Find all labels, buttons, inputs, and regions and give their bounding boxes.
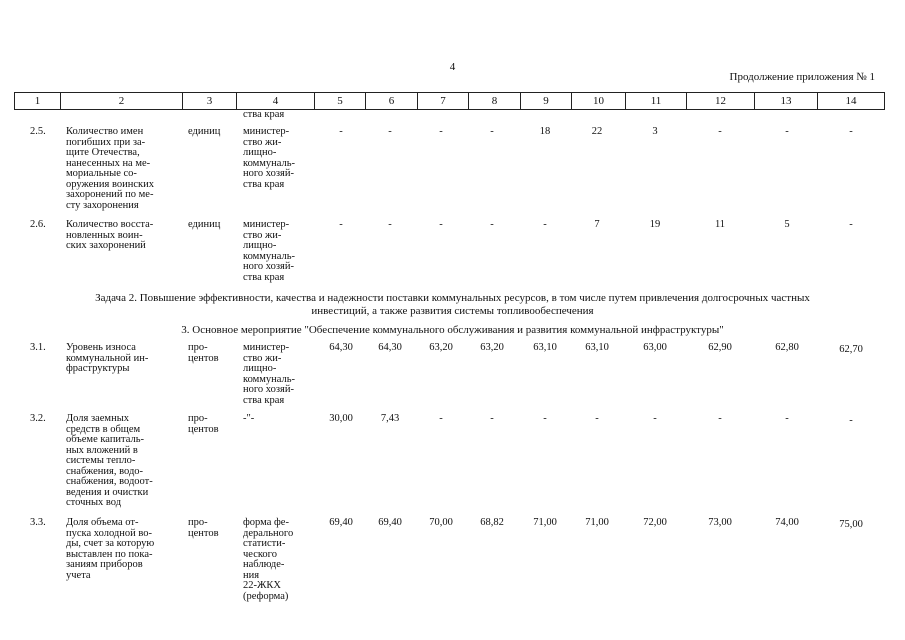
row-3-3-source: форма фе- дерального статисти- ческого наблюде- ния 22-ЖКХ (реформа) xyxy=(243,517,294,602)
row-3-2-value-13: - xyxy=(785,413,789,424)
header-col-11: 11 xyxy=(626,93,687,109)
header-col-12: 12 xyxy=(687,93,755,109)
header-col-3: 3 xyxy=(183,93,237,109)
row-2-5-unit: единиц xyxy=(188,126,221,137)
row-2-5-value-10: 22 xyxy=(591,126,603,137)
row-3-2-source: -"- xyxy=(243,413,255,424)
row-2-6-value-7: - xyxy=(439,219,443,230)
header-col-10: 10 xyxy=(572,93,626,109)
row-3-2-num: 3.2. xyxy=(30,413,46,424)
measure-3-heading: 3. Основное мероприятие "Обеспечение коммунального обслуживания и развития коммунальной инфраструктуры" xyxy=(181,324,724,336)
row-3-1-value-10: 63,10 xyxy=(585,342,609,353)
row-2-5-value-9: 18 xyxy=(539,126,551,137)
row-3-1-value-12: 62,90 xyxy=(708,342,732,353)
row-3-2-value-5: 30,00 xyxy=(329,413,353,424)
row-3-2-unit: про- центов xyxy=(188,413,219,435)
row-2-6-value-12: 11 xyxy=(714,219,726,230)
row-2-5-name: Количество имен погибших при за- щите Отечества, нанесенных на ме- мориальные со- оружения воинских захоронений по ме- сту захоронения xyxy=(66,126,154,211)
row-3-3-value-7: 70,00 xyxy=(429,517,453,528)
row-2-6-value-11: 19 xyxy=(649,219,661,230)
row-3-1-name: Уровень износа коммунальной ин- фраструктуры xyxy=(66,342,149,374)
row-2-6-value-14: - xyxy=(849,219,853,230)
header-col-5: 5 xyxy=(315,93,366,109)
row-3-3-value-9: 71,00 xyxy=(533,517,557,528)
row-2-6-value-5: - xyxy=(339,219,343,230)
page-number: 4 xyxy=(449,61,456,73)
row-3-2-value-10: - xyxy=(595,413,599,424)
row-2-5-value-8: - xyxy=(490,126,494,137)
row-2-5-value-11: 3 xyxy=(652,126,658,137)
row-2-6-value-8: - xyxy=(490,219,494,230)
row-3-1-value-7: 63,20 xyxy=(429,342,453,353)
row-3-1-num: 3.1. xyxy=(30,342,46,353)
row-3-3-value-6: 69,40 xyxy=(378,517,402,528)
task-2-heading-line-1: Задача 2. Повышение эффективности, качества и надежности поставки коммунальных ресурсов, в том числе путем привлечения долгосрочных частных xyxy=(95,292,810,304)
row-2-5-value-7: - xyxy=(439,126,443,137)
row-2-6-value-9: - xyxy=(543,219,547,230)
row-2-5-value-12: - xyxy=(718,126,722,137)
row-2-5-num: 2.5. xyxy=(30,126,46,137)
row-3-1-value-14: 62,70 xyxy=(839,344,863,355)
header-col-13: 13 xyxy=(755,93,818,109)
row-3-2-value-7: - xyxy=(439,413,443,424)
row-2-5-value-14: - xyxy=(849,126,853,137)
row-3-2-value-11: - xyxy=(653,413,657,424)
row-3-3-num: 3.3. xyxy=(30,517,46,528)
header-col-7: 7 xyxy=(418,93,469,109)
row-2-5-value-6: - xyxy=(388,126,392,137)
table-header-row xyxy=(14,92,885,110)
row-3-2-name: Доля заемных средств в общем объеме капиталь- ных вложений в системы тепло- снабжения, водо- снабжения, водоот- ведения и очистки сточных вод xyxy=(66,413,153,508)
header-col-9: 9 xyxy=(521,93,572,109)
row-2-5-value-5: - xyxy=(339,126,343,137)
row-3-1-value-9: 63,10 xyxy=(533,342,557,353)
row-3-1-value-13: 62,80 xyxy=(775,342,799,353)
header-col-1: 1 xyxy=(15,93,61,109)
row-3-1-unit: про- центов xyxy=(188,342,219,364)
row-3-3-value-14: 75,00 xyxy=(839,519,863,530)
row-3-3-value-10: 71,00 xyxy=(585,517,609,528)
row-3-1-value-11: 63,00 xyxy=(643,342,667,353)
header-col-8: 8 xyxy=(469,93,521,109)
row-2-6-value-6: - xyxy=(388,219,392,230)
continuation-label: Продолжение приложения № 1 xyxy=(729,71,875,83)
row-2-5-source: министер- ство жи- лищно- коммуналь- ного хозяй- ства края xyxy=(243,126,296,190)
row-3-2-value-14: - xyxy=(849,415,853,426)
row-2-6-name: Количество восста- новленных воин- ских захоронений xyxy=(66,219,154,251)
row-3-2-value-12: - xyxy=(718,413,722,424)
row-2-6-source: министер- ство жи- лищно- коммуналь- ного хозяй- ства края xyxy=(243,219,296,283)
row-3-3-value-13: 74,00 xyxy=(775,517,799,528)
row-2-5-value-13: - xyxy=(785,126,789,137)
row-2-6-unit: единиц xyxy=(188,219,221,230)
row-3-3-value-8: 68,82 xyxy=(480,517,504,528)
row-2-6-value-10: 7 xyxy=(594,219,600,230)
row-3-3-value-12: 73,00 xyxy=(708,517,732,528)
row-3-1-value-6: 64,30 xyxy=(378,342,402,353)
header-col-2: 2 xyxy=(61,93,183,109)
header-col-14: 14 xyxy=(845,95,857,107)
row-3-1-source: министер- ство жи- лищно- коммуналь- ного хозяй- ства края xyxy=(243,342,296,406)
carryover-text: ства края xyxy=(243,109,285,120)
row-3-3-value-11: 72,00 xyxy=(643,517,667,528)
task-2-heading-line-2: инвестиций, а также развития системы топливообеспечения xyxy=(311,305,594,317)
header-col-4: 4 xyxy=(237,93,315,109)
row-3-1-value-5: 64,30 xyxy=(329,342,353,353)
row-3-2-value-8: - xyxy=(490,413,494,424)
row-3-3-value-5: 69,40 xyxy=(329,517,353,528)
row-3-2-value-9: - xyxy=(543,413,547,424)
header-col-6: 6 xyxy=(366,93,418,109)
row-3-1-value-8: 63,20 xyxy=(480,342,504,353)
row-2-6-num: 2.6. xyxy=(30,219,46,230)
row-3-3-name: Доля объема от- пуска холодной во- ды, счет за которую выставлен по пока- заниям приборов учета xyxy=(66,517,155,581)
row-3-2-value-6: 7,43 xyxy=(380,413,400,424)
row-2-6-value-13: 5 xyxy=(784,219,790,230)
row-3-3-unit: про- центов xyxy=(188,517,219,539)
